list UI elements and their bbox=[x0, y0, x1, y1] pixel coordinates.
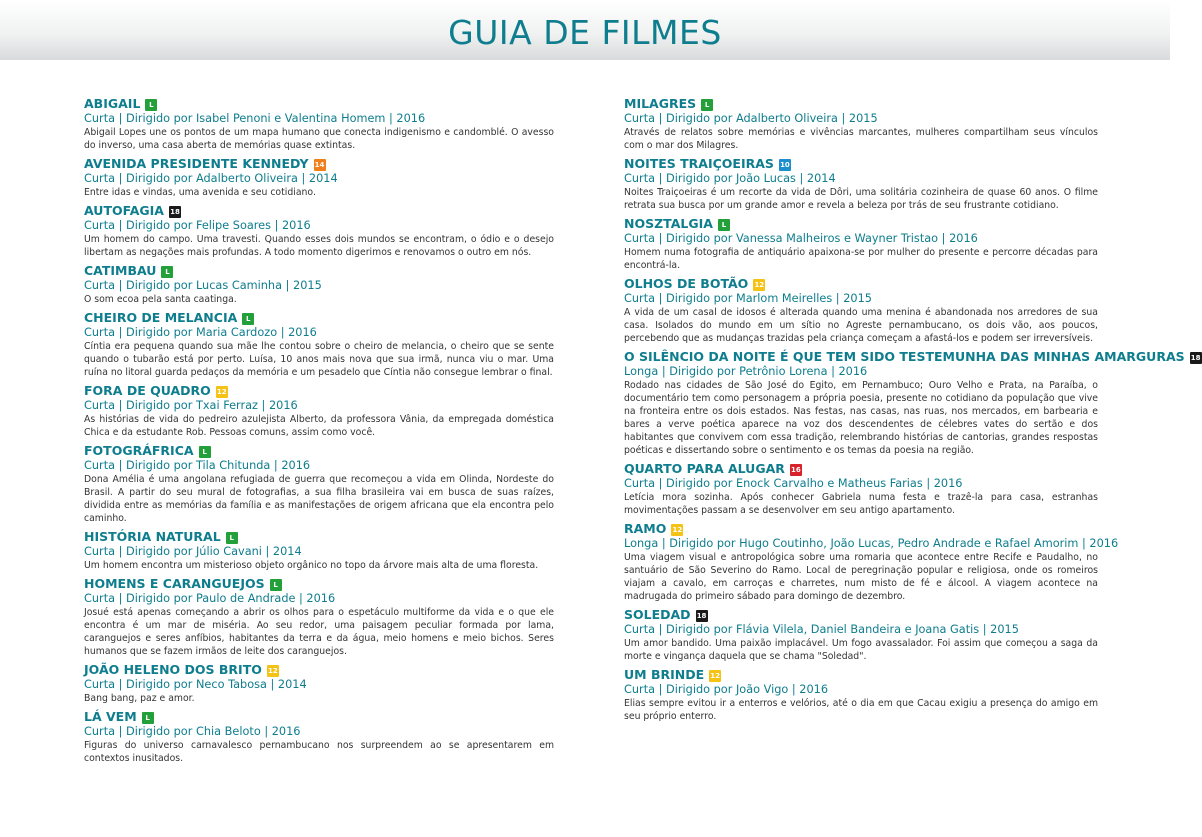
rating-badge: 16 bbox=[791, 466, 801, 474]
film-column-left bbox=[84, 96, 554, 769]
film-entry bbox=[84, 263, 554, 306]
rating-badge: L bbox=[142, 712, 154, 724]
film-entry bbox=[84, 203, 554, 259]
rating-badge: L bbox=[718, 219, 730, 231]
film-synopsis: Dona Amélia é uma angolana refugiada de guerra que recomeçou a vida em Olinda, Nordeste do Brasil. A partir do seu mural de fotografias, a sua filha brasileira vai em busca de suas raízes, dividida entre as memórias da família e as manifestações de origem africana que ela encontra pelo caminho. bbox=[84, 474, 554, 524]
film-title-row bbox=[84, 263, 554, 278]
film-entry bbox=[624, 607, 1098, 663]
film-synopsis: Abigail Lopes une os pontos de um mapa humano que conecta indigenismo e candomblé. O avesso do inverso, uma casa aberta de memórias quase extintas. bbox=[84, 127, 554, 151]
film-synopsis: Cíntia era pequena quando sua mãe lhe contou sobre o cheiro de melancia, o cheiro que se sente quando o tubarão está por perto. Luísa, 10 anos mais nova que sua irmã, nunca viu o mar. Uma ruína no litoral guarda pedaços da memória e um pesadelo que Cíntia não consegue lembrar o final. bbox=[84, 341, 554, 378]
film-credits: Curta | Dirigido por Maria Cardozo | 2016 bbox=[84, 326, 317, 339]
film-title-row bbox=[624, 607, 1098, 622]
film-entry bbox=[84, 96, 554, 152]
film-title-row bbox=[84, 443, 554, 458]
film-credits: Curta | Dirigido por Enock Carvalho e Matheus Farias | 2016 bbox=[624, 477, 963, 490]
rating-badge: L bbox=[270, 579, 282, 591]
film-entry bbox=[84, 529, 554, 572]
film-title: O SILÊNCIO DA NOITE É QUE TEM SIDO TESTEMUNHA DAS MINHAS AMARGURAS bbox=[624, 349, 1185, 364]
film-credits: Curta | Dirigido por Isabel Penoni e Valentina Homem | 2016 bbox=[84, 112, 426, 125]
film-synopsis: Uma viagem visual e antropológica sobre uma romaria que acontece entre Recife e Paudalho, no santuário de São Severino do Ramo. Local de peregrinação popular e religiosa, onde os romeiros viajam a cavalo, em carroças e charretes, num misto de fé e álcool. A viagem acontece na madrugada do primeiro sábado para domingo de dezembro. bbox=[624, 552, 1098, 602]
film-credits: Curta | Dirigido por Txai Ferraz | 2016 bbox=[84, 399, 298, 412]
film-credits: Curta | Dirigido por Lucas Caminha | 2015 bbox=[84, 279, 322, 292]
film-title-row bbox=[624, 216, 1098, 231]
film-entry bbox=[624, 667, 1098, 723]
film-credits: Curta | Dirigido por Marlom Meirelles | 2015 bbox=[624, 292, 872, 305]
film-entry bbox=[624, 276, 1098, 345]
film-title: HOMENS E CARANGUEJOS bbox=[84, 576, 265, 591]
film-synopsis: A vida de um casal de idosos é alterada quando uma menina é abandonada nos arredores de sua casa. Isolados do mundo em um sítio no Agreste pernambucano, os dois vão, aos poucos, percebendo que as mudanças trazidas pela criança começam a afastá-los e podem ser irreversíveis. bbox=[624, 307, 1098, 344]
film-title-row bbox=[84, 156, 554, 171]
film-credits: Curta | Dirigido por João Vigo | 2016 bbox=[624, 683, 829, 696]
film-entry bbox=[624, 461, 1098, 517]
film-credits: Curta | Dirigido por Neco Tabosa | 2014 bbox=[84, 678, 307, 691]
rating-badge: L bbox=[145, 99, 157, 111]
film-title: CATIMBAU bbox=[84, 263, 157, 278]
film-title-row bbox=[624, 667, 1098, 682]
film-credits: Longa | Dirigido por Petrônio Lorena | 2016 bbox=[624, 365, 868, 378]
rating-badge: L bbox=[242, 313, 254, 325]
film-title-row bbox=[84, 96, 554, 111]
film-title: NOSZTALGIA bbox=[624, 216, 713, 231]
rating-badge: 14 bbox=[314, 161, 325, 169]
film-credits: Curta | Dirigido por Flávia Vilela, Daniel Bandeira e Joana Gatis | 2015 bbox=[624, 623, 1019, 636]
film-title-row bbox=[624, 276, 1098, 291]
film-synopsis: O som ecoa pela santa caatinga. bbox=[84, 294, 237, 305]
film-entry bbox=[624, 349, 1201, 457]
rating-badge: 18 bbox=[1190, 354, 1201, 362]
rating-badge: L bbox=[199, 446, 211, 458]
film-credits: Curta | Dirigido por Vanessa Malheiros e Wayner Tristao | 2016 bbox=[624, 232, 978, 245]
film-synopsis: Através de relatos sobre memórias e vivências marcantes, mulheres compartilham seus vínculos com o mar dos Milagres. bbox=[624, 127, 1098, 151]
film-synopsis: Josué está apenas começando a abrir os olhos para o espetáculo multiforme da vida e o que ele encontra é um mar de miséria. Ao seu redor, uma paisagem peculiar formada por lama, caranguejos e seres anfíbios, habitantes da terra e da água, meio homens e meio bichos. Seres humanos que se fazem irmãos de leite dos caranguejos. bbox=[84, 607, 554, 657]
film-title-row bbox=[84, 310, 554, 325]
film-entry bbox=[84, 662, 554, 705]
film-entry bbox=[84, 576, 554, 658]
film-entry bbox=[84, 310, 554, 379]
film-entry bbox=[84, 443, 554, 525]
film-column-right bbox=[624, 96, 1201, 727]
film-credits: Curta | Dirigido por Júlio Cavani | 2014 bbox=[84, 545, 302, 558]
rating-badge: L bbox=[226, 532, 238, 544]
page-header bbox=[0, 0, 1170, 60]
film-credits: Curta | Dirigido por Chia Beloto | 2016 bbox=[84, 725, 301, 738]
rating-badge: 18 bbox=[696, 612, 707, 620]
film-synopsis: Rodado nas cidades de São José do Egito, em Pernambuco; Ouro Velho e Prata, na Paraíba, o documentário tem como personagem a própria poesia, presente no cotidiano da população que vive na fronteira entre os dois estados. Nas festas, nas casas, nas ruas, nos mercados, em barbearia e bares a verve poética aparece na voz dos descendentes de célebres vates do sertão e dos habitantes que convivem com essa tradição, relembrando histórias de cantorias, grandes respostas poéticas e dissertando sobre o sentimento e os temas da poesia na região. bbox=[624, 380, 1098, 456]
film-entry bbox=[84, 156, 554, 199]
rating-badge: 12 bbox=[672, 526, 683, 534]
film-title: JOÃO HELENO DOS BRITO bbox=[84, 662, 262, 677]
film-credits: Curta | Dirigido por Paulo de Andrade | 2016 bbox=[84, 592, 336, 605]
film-entry bbox=[624, 96, 1098, 152]
film-entry bbox=[84, 383, 554, 439]
film-title: HISTÓRIA NATURAL bbox=[84, 529, 221, 544]
film-synopsis: Elias sempre evitou ir a enterros e velórios, até o dia em que Cacau exigiu a presença do amigo em seu próprio enterro. bbox=[624, 698, 1098, 722]
film-title-row bbox=[624, 521, 1098, 536]
film-title-row bbox=[624, 156, 1098, 171]
film-title: AUTOFAGIA bbox=[84, 203, 164, 218]
film-title: UM BRINDE bbox=[624, 667, 705, 682]
rating-badge: 12 bbox=[216, 388, 227, 396]
rating-badge: 12 bbox=[267, 667, 278, 675]
film-synopsis: Homem numa fotografia de antiquário apaixona-se por mulher do presente e percorre décadas para encontrá-la. bbox=[624, 247, 1098, 271]
film-synopsis: Um homem encontra um misterioso objeto orgânico no topo da árvore mais alta de uma floresta. bbox=[84, 560, 539, 571]
film-credits: Curta | Dirigido por Felipe Soares | 2016 bbox=[84, 219, 311, 232]
film-title-row bbox=[624, 349, 1201, 364]
film-title-row bbox=[84, 203, 554, 218]
film-credits: Curta | Dirigido por João Lucas | 2014 bbox=[624, 172, 836, 185]
rating-badge: L bbox=[701, 99, 713, 111]
film-title-row bbox=[84, 529, 554, 544]
film-title: CHEIRO DE MELANCIA bbox=[84, 310, 238, 325]
film-synopsis: Figuras do universo carnavalesco pernambucano nos surpreendem ao se apresentarem em contextos inusitados. bbox=[84, 740, 554, 764]
rating-badge: 12 bbox=[710, 672, 720, 680]
film-synopsis: As histórias de vida do pedreiro azulejista Alberto, da professora Vânia, da empregada doméstica Chica e da estudante Rob. Pessoas comuns, assim como você. bbox=[84, 414, 554, 438]
film-title-row bbox=[84, 576, 554, 591]
film-entry bbox=[624, 216, 1098, 272]
film-entry bbox=[624, 156, 1098, 212]
film-title: MILAGRES bbox=[624, 96, 697, 111]
film-synopsis: Um homem do campo. Uma travesti. Quando esses dois mundos se encontram, o ódio e o desejo libertam as negações mais profundas. A todo momento digerimos e renovamos o outro em nós. bbox=[84, 234, 554, 258]
film-credits: Curta | Dirigido por Adalberto Oliveira | 2015 bbox=[624, 112, 878, 125]
film-title: SOLEDAD bbox=[624, 607, 691, 622]
film-entry bbox=[84, 709, 554, 765]
film-synopsis: Letícia mora sozinha. Após conhecer Gabriela numa festa e trazê-la para casa, estranhas movimentações passam a se desenvolver em seu antigo apartamento. bbox=[624, 492, 1098, 516]
film-title: NOITES TRAIÇOEIRAS bbox=[624, 156, 774, 171]
film-title-row bbox=[624, 461, 1098, 476]
film-title: ABIGAIL bbox=[84, 96, 141, 111]
rating-badge: 10 bbox=[780, 161, 790, 169]
film-credits: Curta | Dirigido por Tila Chitunda | 2016 bbox=[84, 459, 311, 472]
film-title: FORA DE QUADRO bbox=[84, 383, 211, 398]
film-title: AVENIDA PRESIDENTE KENNEDY bbox=[84, 156, 309, 171]
film-synopsis: Um amor bandido. Uma paixão implacável. Um fogo avassalador. Foi assim que começou a saga da morte e vingança daquela que se chama "Soledad". bbox=[624, 638, 1098, 662]
film-entry bbox=[624, 521, 1119, 603]
film-synopsis: Entre idas e vindas, uma avenida e seu cotidiano. bbox=[84, 187, 316, 198]
film-credits: Longa | Dirigido por Hugo Coutinho, João Lucas, Pedro Andrade e Rafael Amorim | 2016 bbox=[624, 537, 1119, 550]
film-title-row bbox=[84, 662, 554, 677]
film-title: OLHOS DE BOTÃO bbox=[624, 276, 749, 291]
film-title: LÁ VEM bbox=[84, 709, 137, 724]
film-synopsis: Noites Traiçoeiras é um recorte da vida de Dôri, uma solitária cozinheira de quase 60 anos. O filme retrata sua busca por um grande amor e revela a beleza por trás de seu frustrante cotidiano. bbox=[624, 187, 1098, 211]
film-title: RAMO bbox=[624, 521, 667, 536]
film-synopsis: Bang bang, paz e amor. bbox=[84, 693, 195, 704]
film-credits: Curta | Dirigido por Adalberto Oliveira | 2014 bbox=[84, 172, 338, 185]
rating-badge: L bbox=[161, 266, 173, 278]
film-title-row bbox=[84, 383, 554, 398]
film-title: QUARTO PARA ALUGAR bbox=[624, 461, 785, 476]
film-title-row bbox=[84, 709, 554, 724]
page-title: GUIA DE FILMES bbox=[448, 13, 722, 52]
film-title: FOTOGRÁFRICA bbox=[84, 443, 194, 458]
rating-badge: 12 bbox=[754, 281, 765, 289]
rating-badge: 18 bbox=[170, 208, 180, 216]
film-title-row bbox=[624, 96, 1098, 111]
